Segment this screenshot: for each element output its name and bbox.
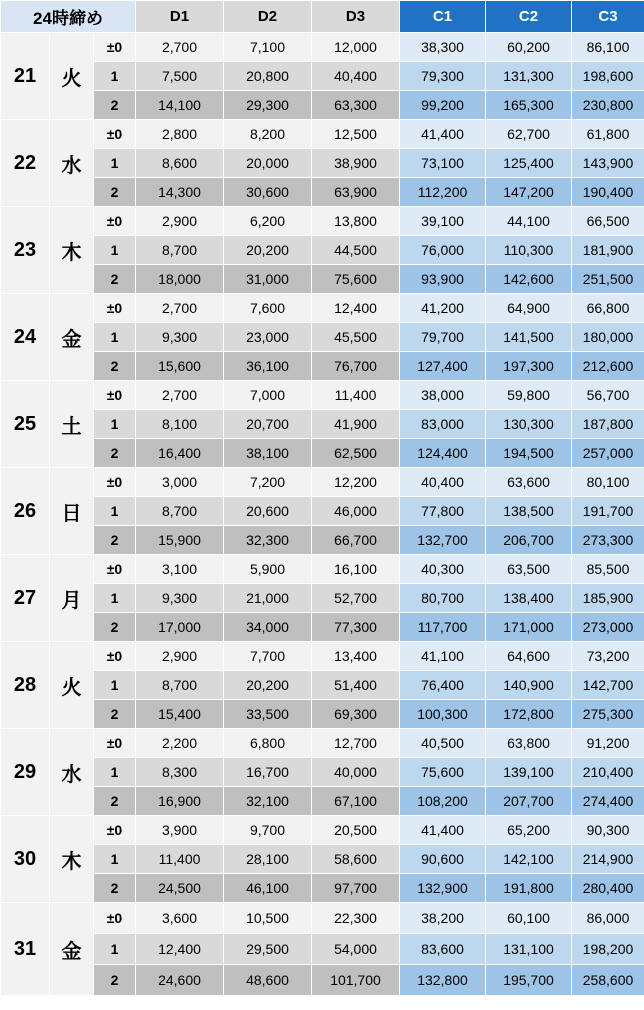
value-cell: 15,400: [136, 700, 224, 729]
value-cell: 15,600: [136, 352, 224, 381]
value-cell: 40,400: [400, 468, 486, 497]
value-cell: 39,100: [400, 207, 486, 236]
value-cell: 12,200: [312, 468, 400, 497]
value-cell: 230,800: [572, 91, 644, 120]
value-cell: 20,700: [224, 410, 312, 439]
value-cell: 20,200: [224, 671, 312, 700]
value-cell: 38,300: [400, 33, 486, 62]
table-row: [1, 758, 644, 787]
value-cell: 20,200: [224, 236, 312, 265]
value-cell: 191,700: [572, 497, 644, 526]
value-cell: 44,500: [312, 236, 400, 265]
value-cell: 140,900: [486, 671, 572, 700]
value-cell: 79,700: [400, 323, 486, 352]
table-row: [1, 642, 644, 671]
level-label: ±0: [94, 120, 136, 149]
value-cell: 3,000: [136, 468, 224, 497]
value-cell: 198,600: [572, 62, 644, 91]
value-cell: 20,800: [224, 62, 312, 91]
table-title: 24時締め: [1, 1, 136, 33]
value-cell: 8,700: [136, 497, 224, 526]
value-cell: 41,400: [400, 120, 486, 149]
value-cell: 8,100: [136, 410, 224, 439]
value-cell: 61,800: [572, 120, 644, 149]
value-cell: 63,900: [312, 178, 400, 207]
table-row: [1, 410, 644, 439]
value-cell: 52,700: [312, 584, 400, 613]
value-cell: 197,300: [486, 352, 572, 381]
value-cell: 142,100: [486, 845, 572, 874]
value-cell: 7,600: [224, 294, 312, 323]
value-cell: 101,700: [312, 965, 400, 996]
level-label: 1: [94, 934, 136, 965]
value-cell: 62,500: [312, 439, 400, 468]
table-row: [1, 178, 644, 207]
value-cell: 274,400: [572, 787, 644, 816]
value-cell: 73,100: [400, 149, 486, 178]
value-cell: 44,100: [486, 207, 572, 236]
level-label: 2: [94, 526, 136, 555]
table-row: [1, 323, 644, 352]
value-cell: 2,700: [136, 294, 224, 323]
table-row: [1, 671, 644, 700]
value-cell: 12,400: [136, 934, 224, 965]
value-cell: 132,700: [400, 526, 486, 555]
value-cell: 187,800: [572, 410, 644, 439]
weekday-label: 金: [50, 294, 94, 381]
value-cell: 12,700: [312, 729, 400, 758]
day-number: 30: [1, 816, 50, 903]
value-cell: 171,000: [486, 613, 572, 642]
level-label: 1: [94, 323, 136, 352]
column-header-c2: C2: [486, 1, 572, 33]
value-cell: 147,200: [486, 178, 572, 207]
value-cell: 15,900: [136, 526, 224, 555]
level-label: 1: [94, 410, 136, 439]
value-cell: 7,000: [224, 381, 312, 410]
value-cell: 124,400: [400, 439, 486, 468]
value-cell: 59,800: [486, 381, 572, 410]
level-label: ±0: [94, 903, 136, 934]
value-cell: 139,100: [486, 758, 572, 787]
weekday-label: 土: [50, 381, 94, 468]
value-cell: 67,100: [312, 787, 400, 816]
table-row: [1, 555, 644, 584]
level-label: 2: [94, 965, 136, 996]
day-number: 29: [1, 729, 50, 816]
value-cell: 191,800: [486, 874, 572, 903]
value-cell: 2,900: [136, 642, 224, 671]
value-cell: 29,300: [224, 91, 312, 120]
level-label: 2: [94, 352, 136, 381]
value-cell: 32,300: [224, 526, 312, 555]
value-cell: 69,300: [312, 700, 400, 729]
value-cell: 138,500: [486, 497, 572, 526]
header-row: [1, 1, 644, 33]
value-cell: 2,900: [136, 207, 224, 236]
value-cell: 2,200: [136, 729, 224, 758]
value-cell: 8,700: [136, 236, 224, 265]
value-cell: 33,500: [224, 700, 312, 729]
table-row: [1, 787, 644, 816]
value-cell: 24,500: [136, 874, 224, 903]
day-number: 24: [1, 294, 50, 381]
level-label: 1: [94, 584, 136, 613]
value-cell: 5,900: [224, 555, 312, 584]
value-cell: 62,700: [486, 120, 572, 149]
table-row: [1, 613, 644, 642]
value-cell: 108,200: [400, 787, 486, 816]
value-cell: 79,300: [400, 62, 486, 91]
value-cell: 11,400: [312, 381, 400, 410]
value-cell: 258,600: [572, 965, 644, 996]
value-cell: 86,000: [572, 903, 644, 934]
value-cell: 31,000: [224, 265, 312, 294]
level-label: 2: [94, 613, 136, 642]
table-row: [1, 236, 644, 265]
value-cell: 40,000: [312, 758, 400, 787]
value-cell: 46,100: [224, 874, 312, 903]
value-cell: 30,600: [224, 178, 312, 207]
level-label: ±0: [94, 294, 136, 323]
value-cell: 48,600: [224, 965, 312, 996]
value-cell: 38,900: [312, 149, 400, 178]
table-row: [1, 91, 644, 120]
day-number: 22: [1, 120, 50, 207]
value-cell: 40,400: [312, 62, 400, 91]
table-row: [1, 497, 644, 526]
value-cell: 65,200: [486, 816, 572, 845]
level-label: ±0: [94, 555, 136, 584]
value-cell: 3,900: [136, 816, 224, 845]
value-cell: 51,400: [312, 671, 400, 700]
value-cell: 251,500: [572, 265, 644, 294]
column-header-d1: D1: [136, 1, 224, 33]
value-cell: 185,900: [572, 584, 644, 613]
weekday-label: 木: [50, 816, 94, 903]
value-cell: 66,500: [572, 207, 644, 236]
day-number: 23: [1, 207, 50, 294]
value-cell: 14,100: [136, 91, 224, 120]
column-header-d3: D3: [312, 1, 400, 33]
value-cell: 97,700: [312, 874, 400, 903]
value-cell: 73,200: [572, 642, 644, 671]
value-cell: 18,000: [136, 265, 224, 294]
value-cell: 76,000: [400, 236, 486, 265]
value-cell: 206,700: [486, 526, 572, 555]
day-number: 21: [1, 33, 50, 120]
value-cell: 60,200: [486, 33, 572, 62]
weekday-label: 火: [50, 642, 94, 729]
table-row: [1, 149, 644, 178]
table-row: [1, 816, 644, 845]
value-cell: 83,600: [400, 934, 486, 965]
weekday-label: 月: [50, 555, 94, 642]
value-cell: 16,400: [136, 439, 224, 468]
level-label: ±0: [94, 381, 136, 410]
value-cell: 86,100: [572, 33, 644, 62]
value-cell: 9,300: [136, 323, 224, 352]
column-header-d2: D2: [224, 1, 312, 33]
value-cell: 76,700: [312, 352, 400, 381]
value-cell: 212,600: [572, 352, 644, 381]
value-cell: 41,100: [400, 642, 486, 671]
value-cell: 28,100: [224, 845, 312, 874]
value-cell: 38,000: [400, 381, 486, 410]
level-label: 1: [94, 845, 136, 874]
value-cell: 77,300: [312, 613, 400, 642]
value-cell: 180,000: [572, 323, 644, 352]
value-cell: 63,800: [486, 729, 572, 758]
value-cell: 257,000: [572, 439, 644, 468]
table-row: [1, 439, 644, 468]
value-cell: 132,800: [400, 965, 486, 996]
value-cell: 64,900: [486, 294, 572, 323]
table-row: [1, 934, 644, 965]
value-cell: 80,700: [400, 584, 486, 613]
value-cell: 131,100: [486, 934, 572, 965]
weekday-label: 火: [50, 33, 94, 120]
value-cell: 75,600: [400, 758, 486, 787]
table-row: [1, 33, 644, 62]
level-label: ±0: [94, 33, 136, 62]
value-cell: 8,700: [136, 671, 224, 700]
value-cell: 12,500: [312, 120, 400, 149]
value-cell: 16,700: [224, 758, 312, 787]
day-number: 25: [1, 381, 50, 468]
value-cell: 20,500: [312, 816, 400, 845]
value-cell: 112,200: [400, 178, 486, 207]
weekday-label: 水: [50, 729, 94, 816]
value-cell: 141,500: [486, 323, 572, 352]
value-cell: 11,400: [136, 845, 224, 874]
value-cell: 273,300: [572, 526, 644, 555]
value-cell: 13,400: [312, 642, 400, 671]
value-cell: 9,300: [136, 584, 224, 613]
value-cell: 64,600: [486, 642, 572, 671]
value-cell: 181,900: [572, 236, 644, 265]
table-row: [1, 526, 644, 555]
value-cell: 275,300: [572, 700, 644, 729]
value-cell: 85,500: [572, 555, 644, 584]
value-cell: 10,500: [224, 903, 312, 934]
table-body: [1, 33, 644, 996]
weekday-label: 金: [50, 903, 94, 996]
value-cell: 207,700: [486, 787, 572, 816]
value-cell: 198,200: [572, 934, 644, 965]
value-cell: 20,000: [224, 149, 312, 178]
value-cell: 117,700: [400, 613, 486, 642]
table-row: [1, 903, 644, 934]
value-cell: 29,500: [224, 934, 312, 965]
level-label: ±0: [94, 729, 136, 758]
table-row: [1, 120, 644, 149]
value-cell: 32,100: [224, 787, 312, 816]
value-cell: 23,000: [224, 323, 312, 352]
value-cell: 2,800: [136, 120, 224, 149]
level-label: 2: [94, 439, 136, 468]
value-cell: 8,300: [136, 758, 224, 787]
table-row: [1, 62, 644, 91]
value-cell: 280,400: [572, 874, 644, 903]
day-number: 31: [1, 903, 50, 996]
value-cell: 110,300: [486, 236, 572, 265]
value-cell: 194,500: [486, 439, 572, 468]
value-cell: 7,100: [224, 33, 312, 62]
value-cell: 165,300: [486, 91, 572, 120]
table-row: [1, 265, 644, 294]
value-cell: 3,600: [136, 903, 224, 934]
value-cell: 12,400: [312, 294, 400, 323]
value-cell: 195,700: [486, 965, 572, 996]
value-cell: 125,400: [486, 149, 572, 178]
table-row: [1, 874, 644, 903]
value-cell: 24,600: [136, 965, 224, 996]
value-cell: 273,000: [572, 613, 644, 642]
level-label: 1: [94, 497, 136, 526]
value-cell: 130,300: [486, 410, 572, 439]
table-row: [1, 352, 644, 381]
value-cell: 7,200: [224, 468, 312, 497]
table-row: [1, 584, 644, 613]
value-cell: 6,200: [224, 207, 312, 236]
table-row: [1, 700, 644, 729]
level-label: 2: [94, 787, 136, 816]
value-cell: 63,500: [486, 555, 572, 584]
value-cell: 77,800: [400, 497, 486, 526]
value-cell: 138,400: [486, 584, 572, 613]
value-cell: 54,000: [312, 934, 400, 965]
level-label: 2: [94, 91, 136, 120]
value-cell: 40,300: [400, 555, 486, 584]
level-label: 2: [94, 265, 136, 294]
value-cell: 63,600: [486, 468, 572, 497]
value-cell: 190,400: [572, 178, 644, 207]
value-cell: 93,900: [400, 265, 486, 294]
value-cell: 56,700: [572, 381, 644, 410]
value-cell: 172,800: [486, 700, 572, 729]
value-cell: 2,700: [136, 33, 224, 62]
level-label: ±0: [94, 642, 136, 671]
value-cell: 66,800: [572, 294, 644, 323]
value-cell: 8,600: [136, 149, 224, 178]
value-cell: 83,000: [400, 410, 486, 439]
table-row: [1, 729, 644, 758]
value-cell: 22,300: [312, 903, 400, 934]
value-cell: 63,300: [312, 91, 400, 120]
value-cell: 41,200: [400, 294, 486, 323]
level-label: 2: [94, 178, 136, 207]
level-label: 1: [94, 671, 136, 700]
value-cell: 127,400: [400, 352, 486, 381]
level-label: 2: [94, 700, 136, 729]
day-number: 26: [1, 468, 50, 555]
value-cell: 46,000: [312, 497, 400, 526]
day-number: 27: [1, 555, 50, 642]
value-cell: 8,200: [224, 120, 312, 149]
value-cell: 58,600: [312, 845, 400, 874]
weekday-label: 日: [50, 468, 94, 555]
level-label: 1: [94, 149, 136, 178]
level-label: ±0: [94, 468, 136, 497]
level-label: 1: [94, 62, 136, 91]
value-cell: 36,100: [224, 352, 312, 381]
level-label: 1: [94, 758, 136, 787]
value-cell: 7,500: [136, 62, 224, 91]
day-number: 28: [1, 642, 50, 729]
level-label: 2: [94, 874, 136, 903]
value-cell: 41,400: [400, 816, 486, 845]
value-cell: 214,900: [572, 845, 644, 874]
value-cell: 143,900: [572, 149, 644, 178]
weekday-label: 水: [50, 120, 94, 207]
value-cell: 80,100: [572, 468, 644, 497]
table-row: [1, 845, 644, 874]
level-label: ±0: [94, 207, 136, 236]
value-cell: 13,800: [312, 207, 400, 236]
column-header-c3: C3: [572, 1, 644, 33]
value-cell: 45,500: [312, 323, 400, 352]
value-cell: 16,900: [136, 787, 224, 816]
value-cell: 17,000: [136, 613, 224, 642]
value-cell: 100,300: [400, 700, 486, 729]
value-cell: 41,900: [312, 410, 400, 439]
table-row: [1, 381, 644, 410]
value-cell: 90,300: [572, 816, 644, 845]
table-row: [1, 468, 644, 497]
value-cell: 21,000: [224, 584, 312, 613]
value-cell: 7,700: [224, 642, 312, 671]
value-cell: 99,200: [400, 91, 486, 120]
value-cell: 34,000: [224, 613, 312, 642]
value-cell: 38,200: [400, 903, 486, 934]
table-row: [1, 965, 644, 996]
value-cell: 20,600: [224, 497, 312, 526]
value-cell: 210,400: [572, 758, 644, 787]
value-cell: 40,500: [400, 729, 486, 758]
value-cell: 91,200: [572, 729, 644, 758]
level-label: 1: [94, 236, 136, 265]
value-cell: 14,300: [136, 178, 224, 207]
value-cell: 142,600: [486, 265, 572, 294]
value-cell: 2,700: [136, 381, 224, 410]
column-header-c1: C1: [400, 1, 486, 33]
value-cell: 90,600: [400, 845, 486, 874]
value-cell: 12,000: [312, 33, 400, 62]
value-cell: 9,700: [224, 816, 312, 845]
table-row: [1, 294, 644, 323]
value-cell: 131,300: [486, 62, 572, 91]
value-cell: 3,100: [136, 555, 224, 584]
table-row: [1, 207, 644, 236]
weekday-label: 木: [50, 207, 94, 294]
level-label: ±0: [94, 816, 136, 845]
value-cell: 60,100: [486, 903, 572, 934]
value-cell: 76,400: [400, 671, 486, 700]
value-cell: 16,100: [312, 555, 400, 584]
value-cell: 6,800: [224, 729, 312, 758]
value-cell: 142,700: [572, 671, 644, 700]
value-cell: 38,100: [224, 439, 312, 468]
value-cell: 75,600: [312, 265, 400, 294]
value-cell: 66,700: [312, 526, 400, 555]
value-cell: 132,900: [400, 874, 486, 903]
